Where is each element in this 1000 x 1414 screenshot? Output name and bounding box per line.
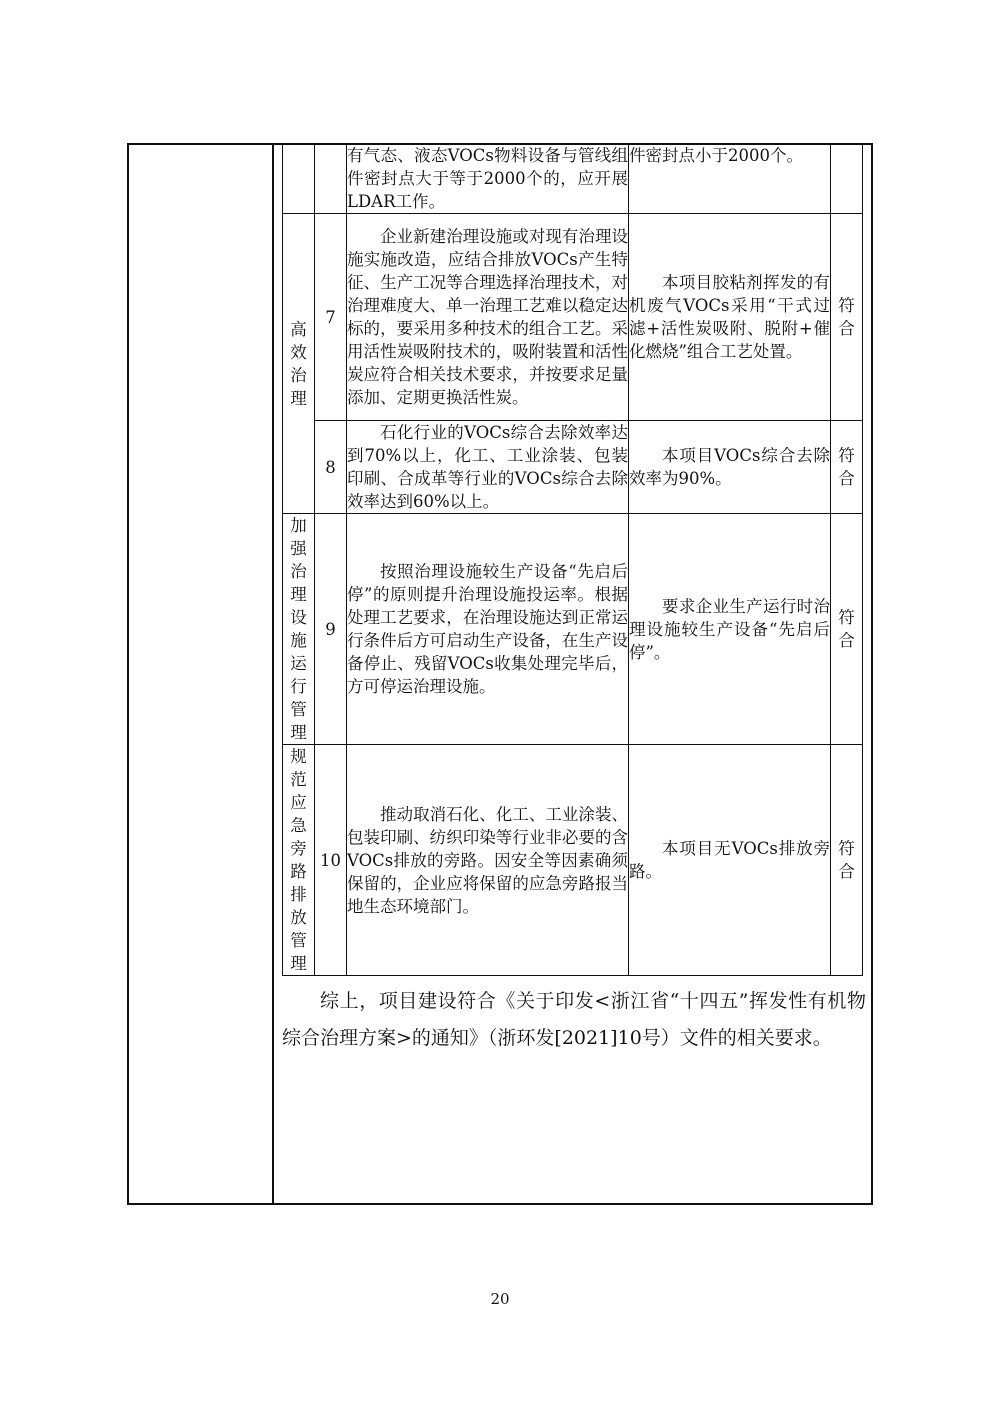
- situation-cell: 件密封点小于2000个。: [629, 144, 831, 214]
- page-number: 20: [490, 1290, 510, 1308]
- item-number: 10: [315, 745, 347, 976]
- situation-cell: 本项目胶粘剂挥发的有机废气VOCs采用“干式过滤+活性炭吸附、脱附+催化燃烧”组合工艺处置。: [629, 214, 831, 421]
- category-cell: 规范应急旁路排放管理: [283, 745, 315, 976]
- category-cell: 高效治理: [283, 214, 315, 514]
- item-number: 8: [315, 421, 347, 514]
- item-number: 7: [315, 214, 347, 421]
- table-row: [283, 514, 863, 745]
- item-number: [315, 144, 347, 214]
- table-row: [283, 421, 863, 514]
- table-row: [283, 144, 863, 214]
- summary-paragraph: 综上，项目建设符合《关于印发<浙江省“十四五”挥发性有机物综合治理方案>的通知》（浙环发[2021]10号）文件的相关要求。: [282, 990, 866, 1049]
- item-number: 9: [315, 514, 347, 745]
- compliance-table: [282, 143, 863, 976]
- table-row: [283, 745, 863, 976]
- table-row: [283, 214, 863, 421]
- requirement-cell: 石化行业的VOCs综合去除效率达到70%以上，化工、工业涂装、包装印刷、合成革等行业的VOCs综合去除效率达到60%以上。: [347, 421, 629, 514]
- situation-cell: 本项目无VOCs排放旁路。: [629, 745, 831, 976]
- situation-cell: 要求企业生产运行时治理设施较生产设备“先启后停”。: [629, 514, 831, 745]
- category-cell: 加强治理设施运行管理: [283, 514, 315, 745]
- situation-cell: 本项目VOCs综合去除效率为90%。: [629, 421, 831, 514]
- requirement-cell: 推动取消石化、化工、工业涂装、包装印刷、纺织印染等行业非必要的含VOCs排放的旁路。因安全等因素确须保留的，企业应将保留的应急旁路报当地生态环境部门。: [347, 745, 629, 976]
- result-cell: 符合: [831, 214, 863, 421]
- requirement-cell: 企业新建治理设施或对现有治理设施实施改造，应结合排放VOCs产生特征、生产工况等合理选择治理技术，对治理难度大、单一治理工艺难以稳定达标的，要采用多种技术的组合工艺。采用活性炭吸附技术的，吸附装置和活性炭应符合相关技术要求，并按要求足量添加、定期更换活性炭。: [347, 214, 629, 421]
- category-cell: [283, 144, 315, 214]
- result-cell: [831, 144, 863, 214]
- result-cell: 符合: [831, 421, 863, 514]
- result-cell: 符合: [831, 514, 863, 745]
- column-divider: [272, 143, 274, 1205]
- requirement-cell: 有气态、液态VOCs物料设备与管线组件密封点大于等于2000个的，应开展LDAR工作。: [347, 144, 629, 214]
- requirement-cell: 按照治理设施较生产设备“先启后停”的原则提升治理设施投运率。根据处理工艺要求，在治理设施达到正常运行条件后方可启动生产设备，在生产设备停止、残留VOCs收集处理完毕后，方可停运治理设施。: [347, 514, 629, 745]
- result-cell: 符合: [831, 745, 863, 976]
